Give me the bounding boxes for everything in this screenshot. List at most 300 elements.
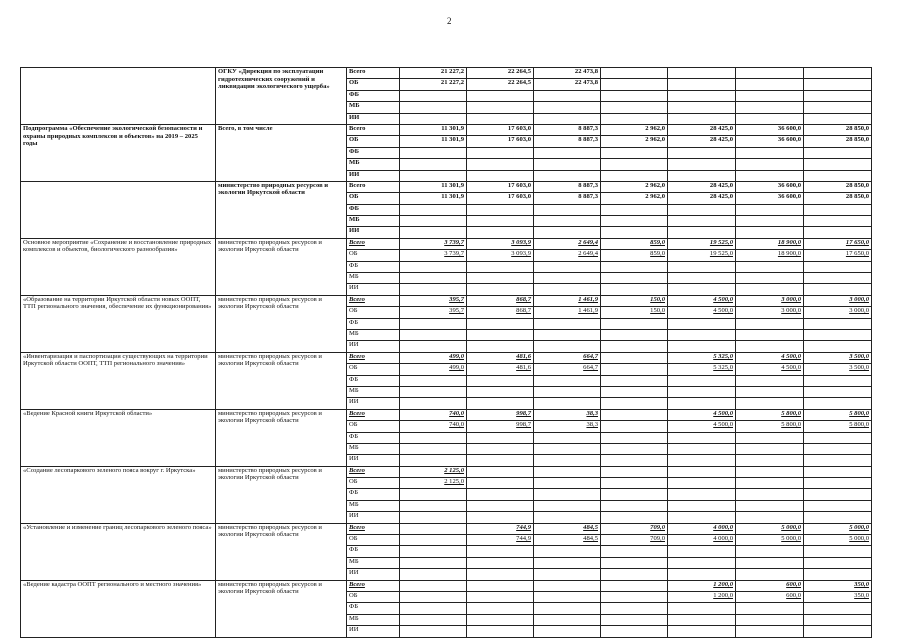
source-cell: МБ [347, 329, 400, 340]
value-cell: 8 887,3 [534, 136, 601, 147]
value-cell [736, 626, 804, 637]
value-cell [467, 113, 534, 124]
value-cell [400, 443, 467, 454]
source-cell: МБ [347, 102, 400, 113]
value-cell [804, 341, 872, 352]
source-cell: Всего [347, 238, 400, 249]
value-cell [601, 386, 668, 397]
value-cell [601, 466, 668, 477]
value-cell: 28 425,0 [668, 181, 736, 192]
value-cell: 150,0 [601, 295, 668, 306]
value-cell [601, 398, 668, 409]
value-cell [534, 284, 601, 295]
value-cell [804, 273, 872, 284]
value-cell [804, 375, 872, 386]
value-cell: 4 500,0 [668, 307, 736, 318]
value-cell [400, 341, 467, 352]
source-cell: МБ [347, 443, 400, 454]
value-cell [400, 546, 467, 557]
value-cell [467, 455, 534, 466]
value-cell [467, 443, 534, 454]
value-cell [668, 569, 736, 580]
value-cell [534, 227, 601, 238]
value-cell: 859,0 [601, 238, 668, 249]
value-cell [736, 284, 804, 295]
value-cell [400, 557, 467, 568]
value-cell [534, 170, 601, 181]
value-cell [736, 261, 804, 272]
value-cell: 11 301,9 [400, 193, 467, 204]
value-cell [601, 227, 668, 238]
source-cell: МБ [347, 216, 400, 227]
value-cell [668, 147, 736, 158]
value-cell [804, 79, 872, 90]
value-cell [804, 432, 872, 443]
value-cell [467, 147, 534, 158]
value-cell [467, 375, 534, 386]
value-cell: 3 000,0 [804, 307, 872, 318]
value-cell [400, 591, 467, 602]
value-cell [736, 489, 804, 500]
value-cell [736, 227, 804, 238]
value-cell [601, 409, 668, 420]
table-row [21, 124, 872, 135]
value-cell [467, 557, 534, 568]
value-cell [668, 546, 736, 557]
table-row [21, 68, 872, 79]
value-cell: 36 600,0 [736, 136, 804, 147]
value-cell: 28 425,0 [668, 124, 736, 135]
value-cell [534, 512, 601, 523]
value-cell: 3 500,0 [804, 352, 872, 363]
value-cell: 17 603,0 [467, 193, 534, 204]
value-cell: 150,0 [601, 307, 668, 318]
table-row [21, 295, 872, 306]
value-cell [668, 284, 736, 295]
value-cell: 1 200,0 [668, 591, 736, 602]
value-cell [668, 398, 736, 409]
value-cell [400, 500, 467, 511]
value-cell [668, 478, 736, 489]
value-cell [534, 113, 601, 124]
value-cell: 1 461,9 [534, 307, 601, 318]
value-cell: 36 600,0 [736, 181, 804, 192]
source-cell: МБ [347, 500, 400, 511]
value-cell: 744,9 [467, 535, 534, 546]
value-cell: 21 227,2 [400, 79, 467, 90]
value-cell [668, 489, 736, 500]
value-cell: 11 301,9 [400, 124, 467, 135]
source-cell: ОБ [347, 79, 400, 90]
value-cell: 8 887,3 [534, 193, 601, 204]
value-cell: 5 000,0 [804, 523, 872, 534]
value-cell [804, 512, 872, 523]
value-cell [467, 159, 534, 170]
program-cell: «Ведение кадастра ООПТ регионального и местного значения» [21, 580, 216, 637]
value-cell [400, 603, 467, 614]
value-cell [736, 79, 804, 90]
executor-cell: министерство природных ресурсов и экологии Иркутской области [216, 466, 347, 523]
value-cell [804, 603, 872, 614]
value-cell: 740,0 [400, 409, 467, 420]
value-cell [400, 113, 467, 124]
value-cell [804, 614, 872, 625]
value-cell [400, 102, 467, 113]
executor-cell: Всего, в том числе [216, 124, 347, 181]
value-cell: 2 962,0 [601, 136, 668, 147]
value-cell: 5 800,0 [736, 421, 804, 432]
value-cell: 5 325,0 [668, 364, 736, 375]
value-cell [467, 318, 534, 329]
value-cell: 859,0 [601, 250, 668, 261]
value-cell: 709,0 [601, 523, 668, 534]
value-cell [467, 90, 534, 101]
value-cell [668, 329, 736, 340]
source-cell: Всего [347, 409, 400, 420]
value-cell [467, 102, 534, 113]
value-cell: 4 500,0 [736, 352, 804, 363]
value-cell [400, 535, 467, 546]
value-cell: 28 850,0 [804, 136, 872, 147]
value-cell: 481,6 [467, 352, 534, 363]
table-row [21, 409, 872, 420]
value-cell [804, 159, 872, 170]
source-cell: ИИ [347, 626, 400, 637]
value-cell [534, 261, 601, 272]
value-cell [804, 318, 872, 329]
value-cell [736, 466, 804, 477]
value-cell: 28 850,0 [804, 124, 872, 135]
value-cell [400, 284, 467, 295]
value-cell: 17 650,0 [804, 238, 872, 249]
value-cell [804, 569, 872, 580]
value-cell [736, 375, 804, 386]
value-cell [400, 216, 467, 227]
value-cell [736, 455, 804, 466]
value-cell: 17 650,0 [804, 250, 872, 261]
value-cell [736, 113, 804, 124]
table-row [21, 238, 872, 249]
value-cell [534, 614, 601, 625]
value-cell [400, 204, 467, 215]
value-cell [668, 512, 736, 523]
value-cell [668, 79, 736, 90]
source-cell: ОБ [347, 591, 400, 602]
value-cell [400, 398, 467, 409]
value-cell [467, 603, 534, 614]
value-cell [400, 569, 467, 580]
value-cell [400, 512, 467, 523]
value-cell [467, 432, 534, 443]
value-cell [467, 386, 534, 397]
value-cell [668, 102, 736, 113]
value-cell: 350,0 [804, 580, 872, 591]
value-cell [467, 591, 534, 602]
program-cell: «Образование на территории Иркутской области новых ООПТ, ТТП регионального значения, обеспечение их функционирования» [21, 295, 216, 352]
source-cell: ОБ [347, 307, 400, 318]
source-cell: Всего [347, 466, 400, 477]
value-cell [804, 204, 872, 215]
value-cell [400, 273, 467, 284]
value-cell [400, 227, 467, 238]
value-cell: 19 525,0 [668, 238, 736, 249]
value-cell [736, 318, 804, 329]
source-cell: ОБ [347, 364, 400, 375]
value-cell [400, 386, 467, 397]
source-cell: ФБ [347, 318, 400, 329]
source-cell: ФБ [347, 489, 400, 500]
value-cell [400, 580, 467, 591]
value-cell: 998,7 [467, 421, 534, 432]
value-cell [736, 603, 804, 614]
value-cell [804, 261, 872, 272]
value-cell: 5 000,0 [736, 523, 804, 534]
value-cell [534, 273, 601, 284]
value-cell [534, 626, 601, 637]
value-cell [601, 591, 668, 602]
value-cell: 3 739,7 [400, 250, 467, 261]
table-row [21, 181, 872, 192]
value-cell [601, 352, 668, 363]
value-cell [804, 626, 872, 637]
value-cell [467, 170, 534, 181]
value-cell: 19 525,0 [668, 250, 736, 261]
value-cell [534, 489, 601, 500]
value-cell: 3 739,7 [400, 238, 467, 249]
value-cell: 484,5 [534, 523, 601, 534]
value-cell [736, 90, 804, 101]
value-cell [668, 204, 736, 215]
value-cell [668, 466, 736, 477]
value-cell [400, 147, 467, 158]
value-cell [804, 489, 872, 500]
source-cell: МБ [347, 159, 400, 170]
value-cell: 22 264,5 [467, 68, 534, 79]
value-cell: 499,0 [400, 364, 467, 375]
executor-cell: министерство природных ресурсов и экологии Иркутской области [216, 352, 347, 409]
source-cell: ОБ [347, 193, 400, 204]
value-cell: 4 000,0 [668, 535, 736, 546]
value-cell [736, 478, 804, 489]
value-cell: 36 600,0 [736, 124, 804, 135]
source-cell: ИИ [347, 341, 400, 352]
value-cell [467, 489, 534, 500]
value-cell [668, 68, 736, 79]
value-cell [601, 147, 668, 158]
value-cell [400, 261, 467, 272]
value-cell: 4 500,0 [736, 364, 804, 375]
value-cell [804, 466, 872, 477]
value-cell: 3 000,0 [804, 295, 872, 306]
source-cell: ФБ [347, 375, 400, 386]
value-cell [467, 329, 534, 340]
program-cell [21, 68, 216, 125]
program-cell: «Ведение Красной книги Иркутской области» [21, 409, 216, 466]
value-cell [601, 557, 668, 568]
value-cell: 4 500,0 [668, 409, 736, 420]
value-cell [601, 512, 668, 523]
value-cell [601, 478, 668, 489]
value-cell [467, 466, 534, 477]
value-cell [804, 478, 872, 489]
value-cell [601, 569, 668, 580]
source-cell: ФБ [347, 204, 400, 215]
value-cell [736, 569, 804, 580]
value-cell: 4 500,0 [668, 421, 736, 432]
value-cell [400, 329, 467, 340]
source-cell: Всего [347, 580, 400, 591]
value-cell: 2 962,0 [601, 181, 668, 192]
value-cell [534, 147, 601, 158]
value-cell: 2 125,0 [400, 466, 467, 477]
value-cell: 22 473,8 [534, 68, 601, 79]
value-cell: 28 425,0 [668, 193, 736, 204]
value-cell [400, 614, 467, 625]
value-cell [601, 90, 668, 101]
program-cell: «Установление и изменение границ лесопаркового зеленого пояса» [21, 523, 216, 580]
value-cell: 1 200,0 [668, 580, 736, 591]
source-cell: МБ [347, 557, 400, 568]
value-cell: 11 301,9 [400, 136, 467, 147]
value-cell: 2 962,0 [601, 193, 668, 204]
source-cell: ИИ [347, 569, 400, 580]
value-cell [668, 216, 736, 227]
value-cell [601, 273, 668, 284]
value-cell [668, 603, 736, 614]
value-cell [534, 386, 601, 397]
value-cell: 17 603,0 [467, 124, 534, 135]
source-cell: ФБ [347, 603, 400, 614]
value-cell [804, 557, 872, 568]
value-cell [534, 204, 601, 215]
value-cell [601, 626, 668, 637]
value-cell: 5 000,0 [736, 535, 804, 546]
value-cell [736, 170, 804, 181]
value-cell [736, 512, 804, 523]
value-cell [467, 398, 534, 409]
value-cell: 3 093,9 [467, 250, 534, 261]
page-number: 2 [447, 16, 452, 26]
value-cell [668, 443, 736, 454]
value-cell [601, 500, 668, 511]
value-cell: 4 000,0 [668, 523, 736, 534]
table-row [21, 523, 872, 534]
value-cell: 3 000,0 [736, 307, 804, 318]
source-cell: Всего [347, 523, 400, 534]
value-cell [534, 329, 601, 340]
value-cell [804, 329, 872, 340]
value-cell [668, 626, 736, 637]
value-cell [467, 261, 534, 272]
value-cell [804, 398, 872, 409]
executor-cell: министерство природных ресурсов и экологии Иркутской области [216, 181, 347, 238]
table-row [21, 466, 872, 477]
value-cell [601, 603, 668, 614]
value-cell [534, 569, 601, 580]
value-cell: 868,7 [467, 307, 534, 318]
value-cell [601, 204, 668, 215]
program-cell: Основное мероприятие «Сохранение и восстановление природных комплексов и объектов, биологического разнообразия» [21, 238, 216, 295]
executor-cell: министерство природных ресурсов и экологии Иркутской области [216, 580, 347, 637]
source-cell: МБ [347, 614, 400, 625]
value-cell [400, 489, 467, 500]
value-cell [601, 68, 668, 79]
value-cell [400, 90, 467, 101]
value-cell [467, 500, 534, 511]
source-cell: ИИ [347, 398, 400, 409]
value-cell [601, 580, 668, 591]
value-cell [601, 432, 668, 443]
value-cell [736, 216, 804, 227]
value-cell [467, 216, 534, 227]
value-cell: 17 603,0 [467, 181, 534, 192]
executor-cell: министерство природных ресурсов и экологии Иркутской области [216, 295, 347, 352]
table-row [21, 352, 872, 363]
value-cell [668, 227, 736, 238]
value-cell [668, 273, 736, 284]
value-cell: 3 500,0 [804, 364, 872, 375]
source-cell: Всего [347, 295, 400, 306]
value-cell [534, 443, 601, 454]
source-cell: ИИ [347, 170, 400, 181]
source-cell: ИИ [347, 227, 400, 238]
value-cell [400, 159, 467, 170]
value-cell [534, 603, 601, 614]
value-cell: 28 850,0 [804, 193, 872, 204]
source-cell: ОБ [347, 250, 400, 261]
value-cell [736, 341, 804, 352]
value-cell: 1 461,9 [534, 295, 601, 306]
value-cell [668, 159, 736, 170]
value-cell [804, 443, 872, 454]
value-cell [668, 614, 736, 625]
value-cell: 5 000,0 [804, 535, 872, 546]
value-cell: 868,7 [467, 295, 534, 306]
value-cell [668, 375, 736, 386]
value-cell [804, 147, 872, 158]
value-cell [736, 500, 804, 511]
value-cell [467, 580, 534, 591]
executor-cell: министерство природных ресурсов и экологии Иркутской области [216, 238, 347, 295]
source-cell: МБ [347, 386, 400, 397]
value-cell [804, 68, 872, 79]
value-cell [668, 318, 736, 329]
value-cell [804, 113, 872, 124]
value-cell [668, 455, 736, 466]
value-cell [601, 489, 668, 500]
value-cell [804, 170, 872, 181]
value-cell: 8 887,3 [534, 124, 601, 135]
value-cell [467, 478, 534, 489]
value-cell [736, 432, 804, 443]
value-cell [467, 227, 534, 238]
program-cell [21, 181, 216, 238]
value-cell [534, 90, 601, 101]
value-cell [601, 375, 668, 386]
value-cell: 5 800,0 [804, 421, 872, 432]
value-cell: 28 425,0 [668, 136, 736, 147]
value-cell [601, 318, 668, 329]
value-cell [804, 386, 872, 397]
value-cell: 499,0 [400, 352, 467, 363]
value-cell: 484,5 [534, 535, 601, 546]
value-cell [668, 432, 736, 443]
value-cell [400, 432, 467, 443]
value-cell [467, 284, 534, 295]
value-cell [534, 546, 601, 557]
source-cell: ИИ [347, 284, 400, 295]
value-cell [804, 90, 872, 101]
